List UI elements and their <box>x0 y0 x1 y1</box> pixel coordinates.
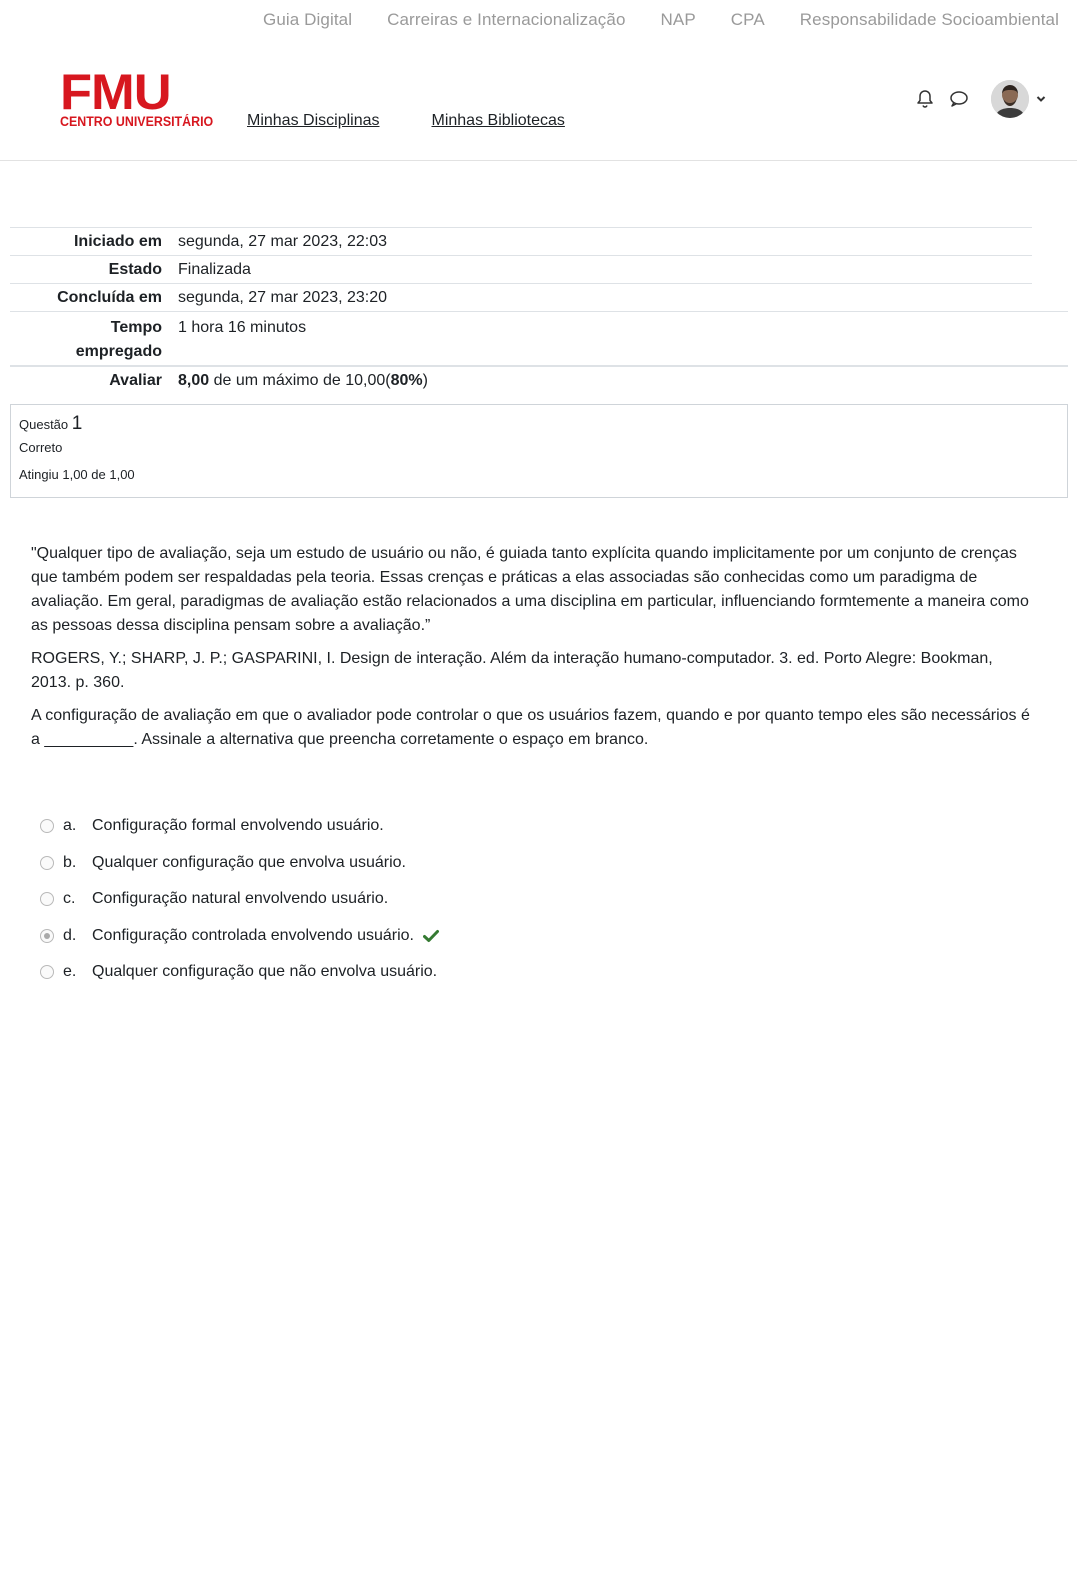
answer-option-a[interactable] <box>40 808 439 845</box>
summary-value: Finalizada <box>178 261 251 278</box>
attempt-summary <box>10 227 1068 394</box>
answer-option-d[interactable] <box>40 918 439 955</box>
nav-minhas-disciplinas[interactable]: Minhas Disciplinas <box>247 112 380 129</box>
summary-label: Iniciado em <box>73 233 162 250</box>
radio-button[interactable] <box>40 892 54 906</box>
grade-percent: 80% <box>390 372 423 389</box>
answer-letter: c. <box>63 890 76 908</box>
answer-option-b[interactable] <box>40 845 439 882</box>
question-reference: ROGERS, Y.; SHARP, J. P.; GASPARINI, I. Design de interação. Além da interação humano-computador. 3. ed. Porto Alegre: Bookman, 2013. p. 360. <box>31 650 993 691</box>
question-info-box <box>10 404 1068 498</box>
answer-text: Configuração natural envolvendo usuário. <box>92 890 389 908</box>
link-cpa[interactable]: CPA <box>730 10 765 29</box>
logo-wordmark: FMU <box>60 64 171 120</box>
answer-letter: a. <box>63 817 77 835</box>
question-grade: Atingiu 1,00 de 1,00 <box>19 467 135 482</box>
radio-button-selected[interactable] <box>40 929 54 943</box>
fmu-logo[interactable] <box>60 64 214 132</box>
summary-value: segunda, 27 mar 2023, 23:20 <box>178 289 388 306</box>
summary-label-line1: Tempo <box>110 319 162 336</box>
summary-row-estado <box>10 255 1032 283</box>
answer-option-c[interactable] <box>40 881 439 918</box>
chat-icon[interactable] <box>947 87 971 111</box>
radio-button[interactable] <box>40 856 54 870</box>
main-nav <box>247 112 617 130</box>
utility-links <box>228 10 1059 30</box>
site-header <box>0 44 1077 161</box>
summary-row-concluida <box>10 283 1032 311</box>
answer-text: Configuração formal envolvendo usuário. <box>92 817 384 835</box>
answer-options <box>40 808 439 991</box>
link-responsabilidade[interactable]: Responsabilidade Socioambiental <box>799 10 1059 29</box>
summary-value: 1 hora 16 minutos <box>178 319 307 336</box>
link-nap[interactable]: NAP <box>660 10 696 29</box>
answer-letter: d. <box>63 926 77 944</box>
summary-value <box>170 367 428 394</box>
summary-row-avaliar <box>10 365 1068 394</box>
question-prompt: A configuração de avaliação em que o avaliador pode controlar o que os usuários fazem, quando e por quanto tempo eles são necessários é a __________. Assinale a alternativa que preencha corretamente o espaço em branco. <box>31 707 1030 748</box>
nav-minhas-bibliotecas[interactable]: Minhas Bibliotecas <box>431 112 565 129</box>
summary-label <box>10 314 170 365</box>
summary-label: Concluída em <box>57 289 162 306</box>
summary-label: Estado <box>108 261 162 278</box>
answer-letter: e. <box>63 963 77 981</box>
question-number <box>19 413 1059 435</box>
summary-row-iniciado <box>10 227 1032 255</box>
link-carreiras[interactable]: Carreiras e Internacionalização <box>387 10 626 29</box>
utility-bar <box>0 0 1077 44</box>
user-avatar[interactable] <box>991 80 1029 118</box>
question-status: Correto <box>19 440 63 455</box>
answer-option-e[interactable] <box>40 954 439 991</box>
question-quote: "Qualquer tipo de avaliação, seja um estudo de usuário ou não, é guiada tanto explícita quando implicitamente por um conjunto de crenças que também podem ser respaldadas pela teoria. Essas crenças e práticas a elas associadas são conhecidas como um paradigma de avaliação. Em geral, paradigmas de avaliação estão relacionados a uma disciplina em particular, influenciando formtemente a maneira como as pessoas dessa disciplina pensam sobre a avaliação.” <box>31 545 1029 634</box>
question-label: Questão <box>19 417 69 432</box>
summary-label-line2: empregado <box>75 343 162 360</box>
logo-subtitle: CENTRO UNIVERSITÁRIO <box>60 114 214 129</box>
check-icon <box>423 929 439 943</box>
chevron-down-icon[interactable] <box>1035 93 1047 105</box>
question-text <box>31 542 1031 761</box>
grade-max: de um máximo de 10,00( <box>209 372 391 389</box>
answer-text: Configuração controlada envolvendo usuário. <box>92 926 414 944</box>
grade-score: 8,00 <box>178 372 210 389</box>
link-guia-digital[interactable]: Guia Digital <box>263 10 353 29</box>
summary-value: segunda, 27 mar 2023, 22:03 <box>178 233 388 250</box>
question-number-value: 1 <box>71 413 83 434</box>
answer-letter: b. <box>63 853 77 871</box>
grade-close: ) <box>422 372 428 389</box>
header-actions <box>903 80 1047 118</box>
summary-label: Avaliar <box>109 372 162 389</box>
answer-text: Qualquer configuração que não envolva usuário. <box>92 963 438 981</box>
radio-button[interactable] <box>40 819 54 833</box>
summary-row-tempo <box>10 311 1068 365</box>
answer-text: Qualquer configuração que envolva usuário. <box>92 853 406 871</box>
radio-button[interactable] <box>40 965 54 979</box>
bell-icon[interactable] <box>913 87 937 111</box>
